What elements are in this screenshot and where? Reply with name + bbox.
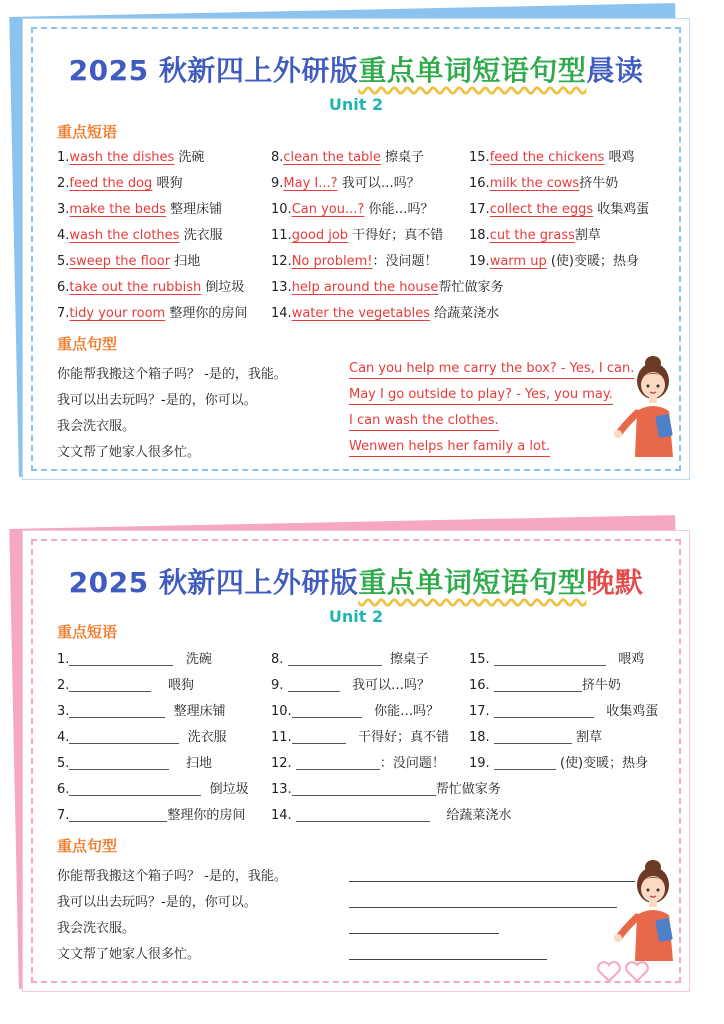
- answer-blank[interactable]: [69, 679, 151, 692]
- phrase-blank-item: 9. 我可以…吗？: [271, 678, 430, 693]
- title-part-a: 2025 秋新四上外研版: [68, 566, 359, 599]
- answer-blank[interactable]: [296, 757, 380, 770]
- answer-line[interactable]: [349, 881, 635, 882]
- sentence-en: May I go outside to play? - Yes, you may.: [349, 387, 613, 405]
- phrase-item: 11.good job 干得好；真不错: [271, 228, 444, 243]
- phrase-item: 12.No problem!：没问题！: [271, 254, 438, 269]
- phrase-item: 7.tidy your room 整理你的房间: [57, 306, 248, 321]
- phrase-item: 5.sweep the floor 扫地: [57, 254, 201, 269]
- answer-blank[interactable]: [292, 731, 346, 744]
- phrase-blank-item: 8. 擦桌子: [271, 652, 429, 667]
- phrase-blank-item: 11. 干得好；真不错: [271, 730, 450, 745]
- phrase-item: 18.cut the grass割草: [469, 228, 601, 243]
- answer-blank[interactable]: [69, 731, 179, 744]
- phrase-blank-item: 17. 收集鸡蛋: [469, 704, 659, 719]
- phrase-blank-item: 1. 洗碗: [57, 652, 212, 667]
- phrase-blank-item: 5. 扫地: [57, 756, 212, 771]
- phrase-item: 16.milk the cows挤牛奶: [469, 176, 619, 191]
- phrase-item: 17.collect the eggs 收集鸡蛋: [469, 202, 650, 217]
- sentence-cn: 你能帮我搬这个箱子吗？ -是的，我能。: [57, 869, 287, 884]
- phrases-heading: 重点短语: [57, 623, 118, 641]
- answer-blank[interactable]: [69, 757, 169, 770]
- phrase-item: 4.wash the clothes 洗衣服: [57, 228, 223, 243]
- answer-blank[interactable]: [69, 783, 201, 796]
- hearts-decoration: [597, 961, 651, 983]
- phrase-item: 15.feed the chickens 喂鸡: [469, 150, 635, 165]
- teacher-illustration: [613, 853, 691, 961]
- sentences-heading: 重点句型: [57, 335, 118, 353]
- card-face: [22, 530, 690, 992]
- phrase-item: 6.take out the rubbish 倒垃圾: [57, 280, 245, 295]
- phrase-item: 9.May I...? 我可以…吗？: [271, 176, 420, 191]
- sentence-cn: 你能帮我搬这个箱子吗？ -是的，我能。: [57, 367, 287, 382]
- sentence-cn: 文文帮了她家人很多忙。: [57, 445, 201, 460]
- phrase-blank-item: 14. 给蔬菜浇水: [271, 808, 512, 823]
- sentence-cn: 文文帮了她家人很多忙。: [57, 947, 201, 962]
- phrase-blank-item: 7. 整理你的房间: [57, 808, 246, 823]
- phrase-item: 1.wash the dishes 洗碗: [57, 150, 205, 165]
- phrase-blank-item: 18. 割草: [469, 730, 602, 745]
- phrase-blank-item: 10. 你能…吗？: [271, 704, 440, 719]
- unit-label: Unit 2: [328, 607, 384, 626]
- answer-blank[interactable]: [288, 679, 340, 692]
- teacher-illustration: [613, 349, 691, 457]
- sentence-cn: 我可以出去玩吗？-是的，你可以。: [57, 393, 257, 408]
- answer-blank[interactable]: [296, 809, 430, 822]
- sentence-cn: 我会洗衣服。: [57, 921, 136, 936]
- phrase-blank-item: 4. 洗衣服: [57, 730, 227, 745]
- page-title: [23, 49, 689, 89]
- title-part-b: 重点单词短语句型: [358, 54, 587, 87]
- answer-blank[interactable]: [494, 679, 582, 692]
- answer-line[interactable]: [349, 933, 499, 934]
- sentence-cn: 我可以出去玩吗？-是的，你可以。: [57, 895, 257, 910]
- sentence-en: Wenwen helps her family a lot.: [349, 439, 550, 457]
- phrase-item: 8.clean the table 擦桌子: [271, 150, 425, 165]
- answer-blank[interactable]: [292, 783, 436, 796]
- answer-blank[interactable]: [494, 757, 556, 770]
- page-title: [23, 561, 689, 601]
- phrases-heading: 重点短语: [57, 123, 118, 141]
- answer-blank[interactable]: [69, 653, 173, 666]
- phrase-item: 14.water the vegetables 给蔬菜浇水: [271, 306, 500, 321]
- phrase-item: 2.feed the dog 喂狗: [57, 176, 183, 191]
- answer-blank[interactable]: [292, 705, 362, 718]
- evening-dictation-card: [22, 530, 688, 990]
- phrase-blank-item: 15. 喂鸡: [469, 652, 645, 667]
- answer-blank[interactable]: [494, 653, 606, 666]
- phrase-blank-item: 2. 喂狗: [57, 678, 194, 693]
- phrase-blank-item: 6. 倒垃圾: [57, 782, 249, 797]
- sentences-heading: 重点句型: [57, 837, 118, 855]
- phrase-blank-item: 3. 整理床铺: [57, 704, 226, 719]
- answer-line[interactable]: [349, 907, 617, 908]
- answer-blank[interactable]: [69, 705, 165, 718]
- answer-blank[interactable]: [494, 705, 594, 718]
- card-face: [22, 18, 690, 480]
- answer-blank[interactable]: [494, 731, 572, 744]
- phrase-item: 10.Can you...? 你能…吗？: [271, 202, 434, 217]
- phrase-blank-item: 19. (使)变暖；热身: [469, 756, 649, 771]
- sentence-en: Can you help me carry the box? - Yes, I can.: [349, 361, 634, 379]
- sentence-en: I can wash the clothes.: [349, 413, 499, 431]
- answer-blank[interactable]: [69, 809, 167, 822]
- answer-blank[interactable]: [288, 653, 382, 666]
- phrase-item: 19.warm up (使)变暖；热身: [469, 254, 639, 269]
- title-part-b: 重点单词短语句型: [358, 566, 587, 599]
- morning-reading-card: [22, 18, 688, 478]
- sentence-cn: 我会洗衣服。: [57, 419, 136, 434]
- title-part-a: 2025 秋新四上外研版: [68, 54, 359, 87]
- title-part-c: 晨读: [586, 54, 644, 87]
- phrase-blank-item: 16. 挤牛奶: [469, 678, 621, 693]
- unit-label: Unit 2: [328, 95, 384, 114]
- phrase-item: 3.make the beds 整理床铺: [57, 202, 223, 217]
- phrase-item: 13.help around the house帮忙做家务: [271, 280, 504, 295]
- phrase-blank-item: 13. 帮忙做家务: [271, 782, 501, 797]
- title-part-c: 晚默: [586, 566, 644, 599]
- phrase-blank-item: 12. ：没问题！: [271, 756, 445, 771]
- answer-line[interactable]: [349, 959, 547, 960]
